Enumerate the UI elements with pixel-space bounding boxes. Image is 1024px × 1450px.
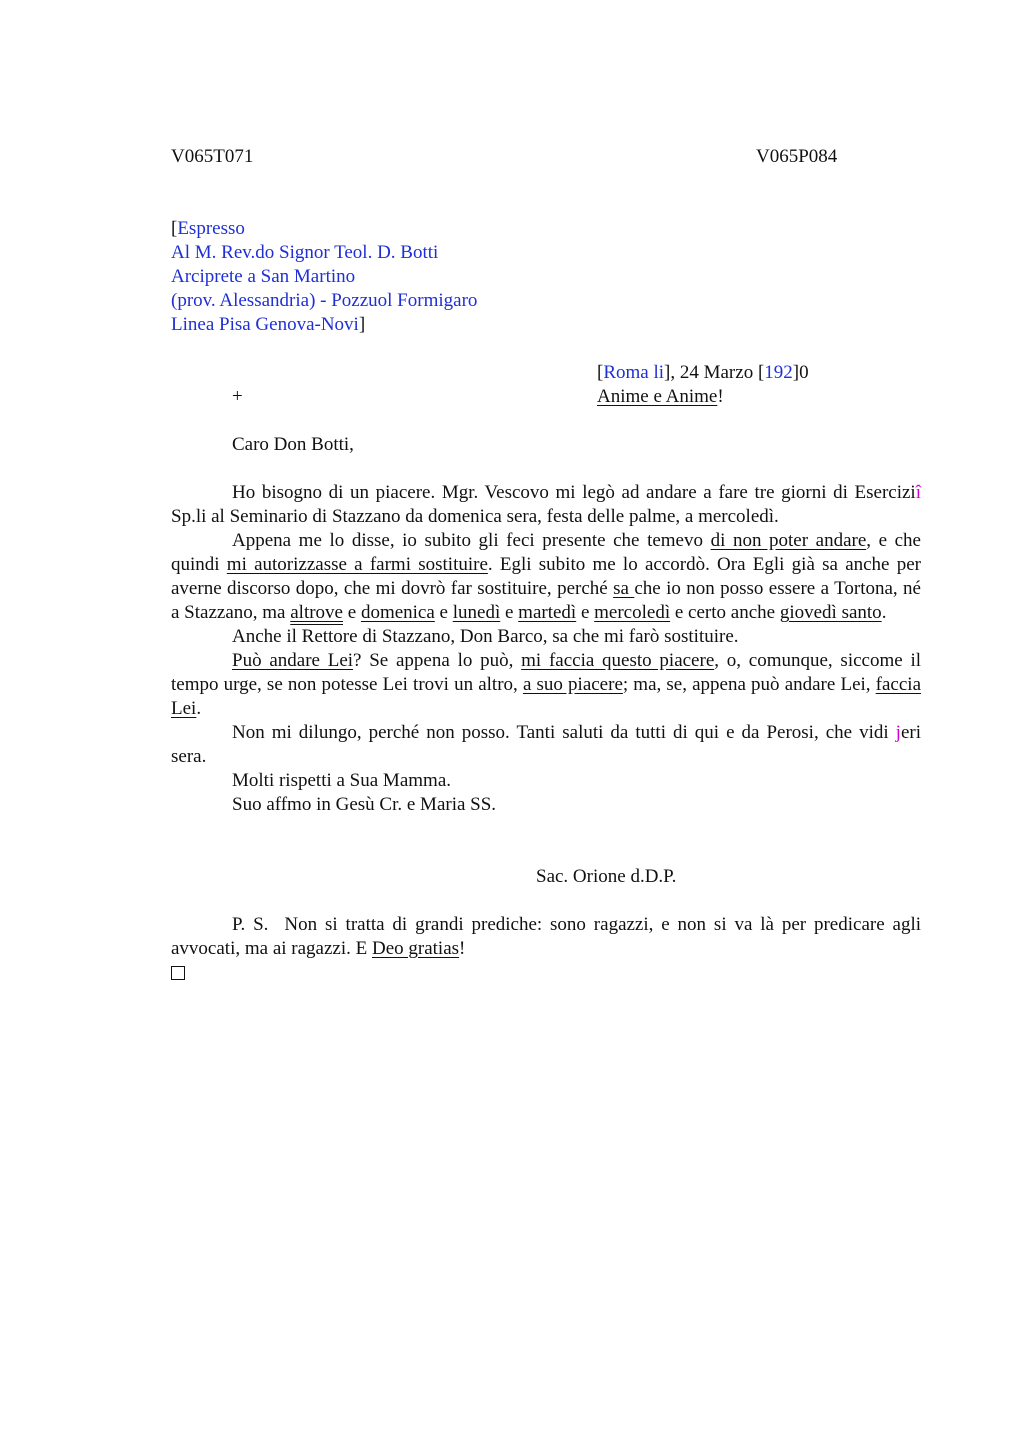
motto-row: + Anime e Anime! (232, 386, 724, 407)
cross-mark: + (232, 386, 243, 407)
end-box-icon (171, 961, 921, 987)
motto: Anime e Anime (597, 386, 718, 407)
letter-body (171, 481, 921, 817)
address-line-2: Al M. Rev.do Signor Teol. D. Botti (171, 242, 439, 263)
closing-line: Suo affmo in Gesù Cr. e Maria SS. (232, 794, 497, 815)
paragraph-5: Non mi dilungo, perché non posso. Tanti saluti da tutti di qui e da Perosi, che vidi jeri sera. (171, 722, 921, 767)
address-block: [Espresso Al M. Rev.do Signor Teol. D. Botti Arciprete a San Martino (prov. Alessandria) - Pozzuol Formigaro Linea Pisa Genova-Novi] (171, 217, 921, 337)
letter-page (171, 145, 921, 987)
ps-label: P. S. (232, 914, 269, 935)
address-line-1: Espresso (177, 218, 245, 239)
paragraph-3: Anche il Rettore di Stazzano, Don Barco, sa che mi farò sostituire. (232, 626, 739, 647)
address-line-4: (prov. Alessandria) - Pozzuol Formigaro (171, 290, 478, 311)
paragraph-6: Molti rispetti a Sua Mamma. (232, 770, 452, 791)
salutation: Caro Don Botti, (232, 434, 354, 455)
signature-row (171, 865, 921, 889)
left-code: V065T071 (171, 146, 254, 167)
document-header (171, 145, 921, 169)
right-code: V065P084 (756, 146, 838, 167)
paragraph-2: Appena me lo disse, io subito gli feci presente che temevo di non poter andare, e che quindi mi autorizzasse a farmi sostituire. Egli subito me lo accordò. Ora Egli già sa anche per averne discorso dopo, che mi dovrò far sostituire, perché sa che io non posso essere a Tortona, né a Stazzano, ma altrove e domenica e lunedì e martedì e mercoledì e certo anche giovedì santo. (171, 530, 921, 623)
postscript: P. S. Non si tratta di grandi prediche: sono ragazzi, e non si va là per predicare agli avvocati, ma ai ragazzi. E Deo gratias! (171, 914, 922, 959)
date-place: Roma li (603, 362, 665, 383)
paragraph-4: Può andare Lei? Se appena lo può, mi faccia questo piacere, o, comunque, siccome il tempo urge, se non potesse Lei trovi un altro, a suo piacere; ma, se, appena può andare Lei, faccia Lei. (171, 650, 922, 719)
address-line-5: Linea Pisa Genova-Novi (171, 314, 359, 335)
paragraph-1: Ho bisogno di un piacere. Mgr. Vescovo mi legò ad andare a fare tre giorni di Eserciziî Sp.li al Seminario di Stazzano da domenica sera, festa delle palme, a mercoledì. (171, 482, 921, 527)
dateline: [Roma li], 24 Marzo [192]0 (597, 362, 809, 383)
signature: Sac. Orione d.D.P. (536, 866, 677, 887)
address-line-3: Arciprete a San Martino (171, 266, 356, 287)
